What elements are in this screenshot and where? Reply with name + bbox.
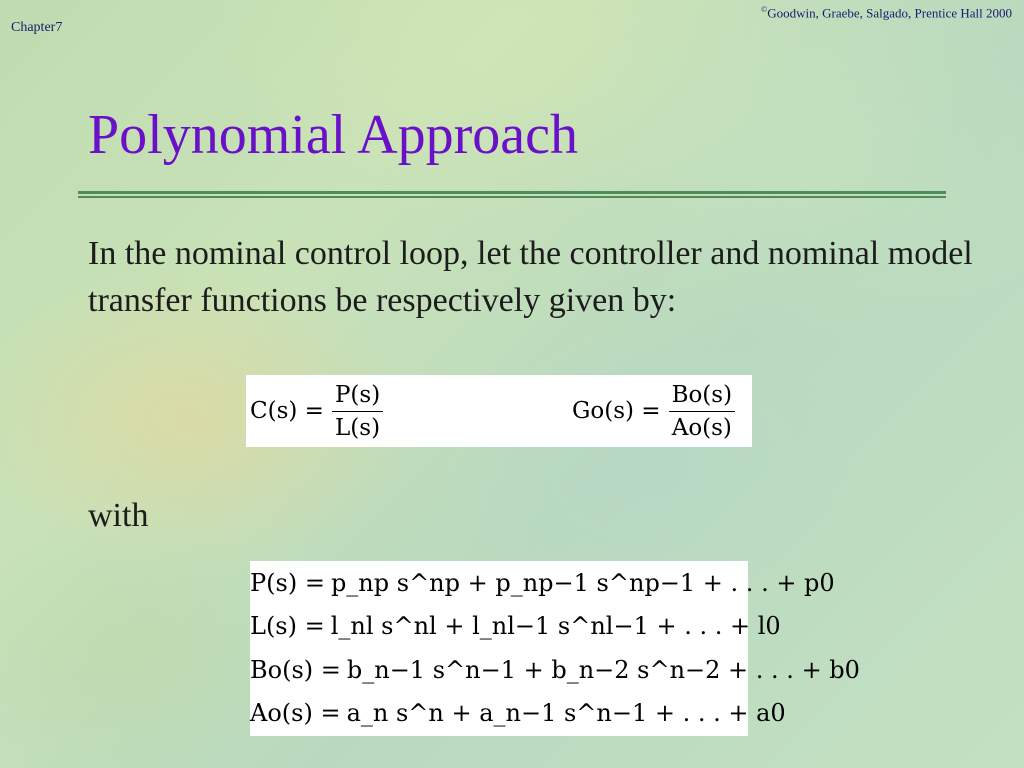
model-equation — [572, 375, 735, 447]
polynomial-ao — [250, 693, 786, 733]
polynomial-rhs: a_n s^n + a_n−1 s^n−1 + . . . + a0 — [346, 699, 786, 727]
polynomial-p — [250, 563, 835, 603]
polynomial-l — [250, 606, 781, 646]
slide-title: Polynomial Approach — [88, 104, 578, 166]
model-lhs: Go(s) = — [572, 398, 661, 424]
polynomial-rhs: b_n−1 s^n−1 + b_n−2 s^n−2 + . . . + b0 — [346, 656, 860, 684]
copyright-notice — [761, 5, 1012, 21]
polynomial-lhs: L(s) = — [250, 612, 325, 640]
with-label: with — [88, 497, 149, 534]
copyright-symbol: © — [761, 5, 768, 14]
controller-lhs: C(s) = — [250, 398, 324, 424]
transfer-function-equations — [246, 375, 752, 447]
controller-equation — [250, 375, 383, 447]
controller-denominator: L(s) — [335, 414, 381, 441]
polynomial-rhs: p_np s^np + p_np−1 s^np−1 + . . . + p0 — [330, 569, 835, 597]
polynomial-lhs: Bo(s) = — [250, 656, 341, 684]
polynomial-equations — [250, 561, 860, 736]
model-numerator: Bo(s) — [669, 381, 736, 412]
polynomial-lhs: P(s) = — [250, 569, 325, 597]
controller-numerator: P(s) — [332, 381, 383, 412]
polynomial-lhs: Ao(s) = — [250, 699, 341, 727]
polynomial-bo — [250, 650, 860, 690]
copyright-text: Goodwin, Graebe, Salgado, Prentice Hall 2000 — [767, 5, 1012, 21]
intro-paragraph: In the nominal control loop, let the controller and nominal model transfer functions be respectively given by: — [88, 235, 973, 319]
model-fraction — [669, 381, 736, 442]
chapter-label: Chapter7 — [11, 20, 63, 35]
model-denominator: Ao(s) — [671, 414, 732, 441]
title-divider — [78, 191, 946, 198]
polynomial-rhs: l_nl s^nl + l_nl−1 s^nl−1 + . . . + l0 — [330, 612, 781, 640]
controller-fraction — [332, 381, 383, 442]
